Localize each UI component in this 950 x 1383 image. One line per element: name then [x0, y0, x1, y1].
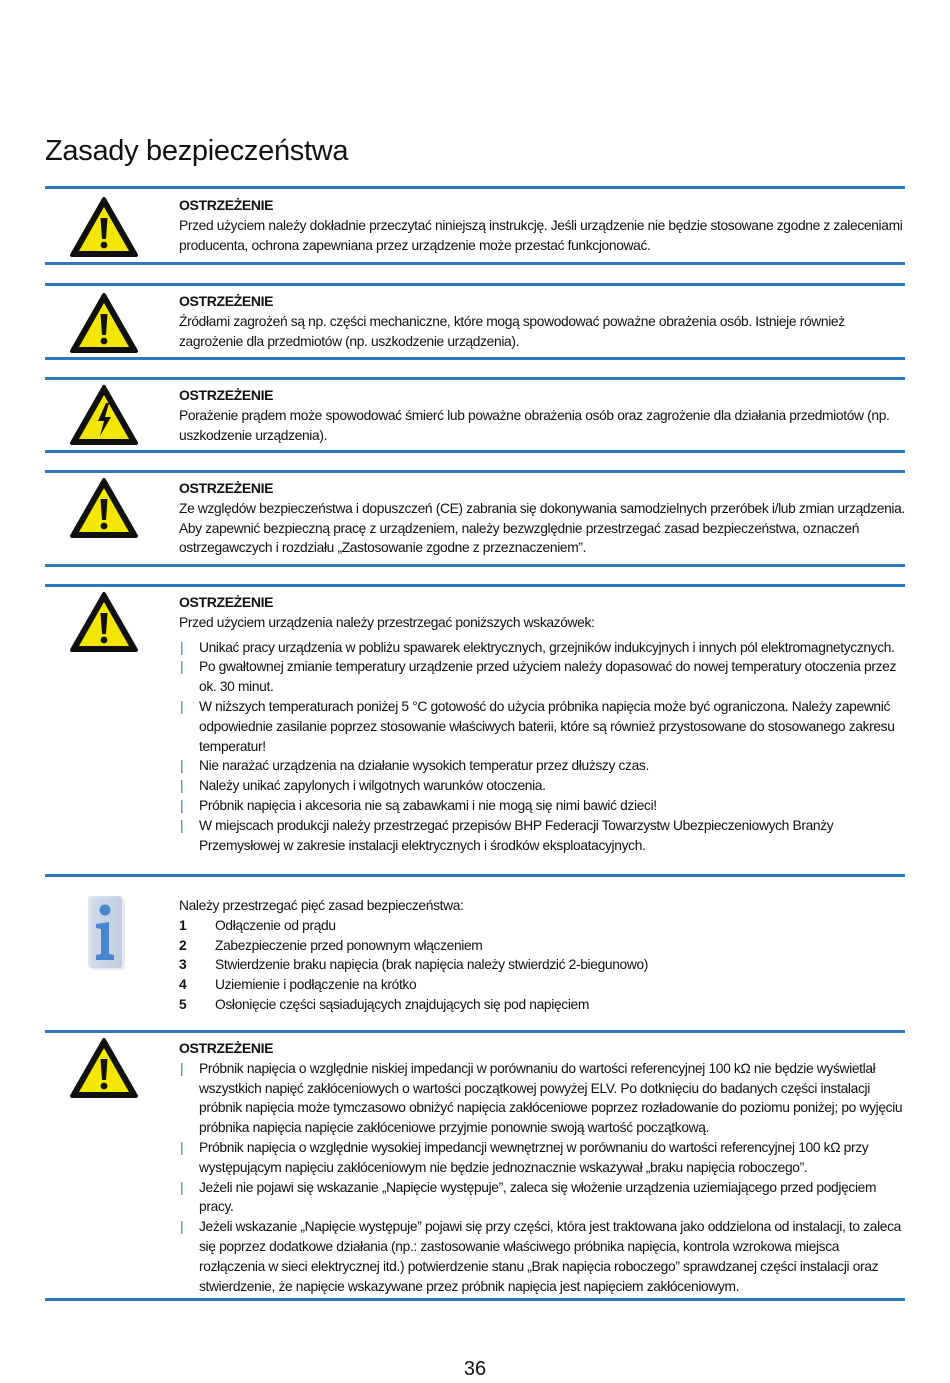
list-item-text: Po gwałtownej zmianie temperatury urządzenie przed użyciem należy dopasować do nowej temperatury otoczenia przez ok. 30 minut.: [199, 659, 897, 695]
warning-icon: [69, 477, 139, 539]
list-item: [179, 657, 905, 697]
page-number: 36: [463, 1358, 487, 1380]
list-item: [179, 1138, 905, 1178]
section-text: [179, 479, 905, 558]
bullet-mark: |: [180, 698, 184, 714]
info-section: [45, 878, 905, 1028]
info-icon: [85, 894, 125, 970]
list-item-text: Uziemienie i podłączenie na krótko: [215, 977, 417, 993]
list-item: [179, 697, 905, 756]
warning-section: [45, 286, 905, 356]
list-item-text: Odłączenie od prądu: [215, 917, 336, 933]
list-item: [179, 1059, 905, 1138]
electric-shock-warning-icon: [69, 384, 139, 446]
list-number: 3: [179, 957, 187, 973]
list-item: [179, 816, 905, 856]
list-number: 5: [179, 996, 187, 1012]
section-text: [179, 1039, 905, 1296]
list-item-text: Stwierdzenie braku napięcia (brak napięcia należy stwierdzić 2-biegunowo): [215, 957, 649, 973]
section-text: [179, 386, 905, 445]
numbered-list: [179, 916, 905, 1015]
warning-section: [45, 1033, 905, 1297]
list-item: [179, 936, 905, 956]
list-item-text: Unikać pracy urządzenia w pobliżu spawarek elektrycznych, grzejników indukcyjnych i innych pól elektromagnetycznych.: [199, 639, 895, 655]
section-text: [179, 593, 905, 855]
divider: [45, 450, 905, 453]
bullet-mark: |: [180, 1060, 184, 1076]
bullet-mark: |: [180, 639, 184, 655]
warning-heading: OSTRZEŻENIE: [179, 480, 274, 496]
warning-heading: OSTRZEŻENIE: [179, 387, 274, 403]
info-intro: Należy przestrzegać pięć zasad bezpieczeństwa:: [179, 898, 464, 913]
warning-section: [45, 190, 905, 260]
list-item: [179, 916, 905, 936]
warning-heading: OSTRZEŻENIE: [179, 197, 274, 213]
bullet-list: [179, 1059, 905, 1297]
bullet-list: [179, 638, 905, 856]
list-item-text: Jeżeli wskazanie „Napięcie występuje” pojawi się przy części, która jest traktowana jako oddzielona od instalacji, to zaleca się poprzez dodatkowe działania (np.: zastosowanie właściwego próbnika napięcia, kontrola wzrokowa miejsca rozłączenia w sieci elektrycznej itd.) potwierdzenie stanu „Brak napięcia roboczego” sprawdzanej części instalacji oraz stwierdzenie, że napięcie wskazywane przez próbnik napięcia jest napięciem zakłóceniowym.: [199, 1219, 901, 1294]
warning-heading: OSTRZEŻENIE: [179, 293, 274, 309]
list-number: 1: [179, 917, 187, 933]
list-item: [179, 638, 905, 658]
list-item: [179, 955, 905, 975]
warning-heading: OSTRZEŻENIE: [179, 594, 274, 610]
list-item-text: Próbnik napięcia i akcesoria nie są zabawkami i nie mogą się nimi bawić dzieci!: [199, 797, 657, 813]
bullet-mark: |: [180, 1139, 184, 1155]
list-item-text: Próbnik napięcia o względnie wysokiej impedancji wewnętrznej w porównaniu do wartości referencyjnej 100 kΩ przy występującym napięciu zakłóceniowym nie będzie jednoznacznie wskazywał „braku napięcia roboczego”.: [199, 1139, 869, 1175]
warning-body: Źródłami zagrożeń są np. części mechaniczne, które mogą spowodować poważne obrażenia osób. Istnieje również zagrożenie dla przedmiotów (np. uszkodzenie urządzenia).: [179, 313, 845, 349]
divider: [45, 564, 905, 567]
warning-body: Przed użyciem należy dokładnie przeczytać niniejszą instrukcję. Jeśli urządzenie nie będzie stosowane zgodne z zaleceniami producenta, ochrona zapewniana przez urządzenie może przestać funkcjonować.: [179, 217, 903, 253]
section-text: [179, 292, 905, 351]
list-item-text: Jeżeli nie pojawi się wskazanie „Napięcie występuje”, zaleca się włożenie urządzenia uziemiającego przed podjęciem pracy.: [199, 1179, 877, 1215]
warning-body: Porażenie prądem może spowodować śmierć lub poważne obrażenia osób oraz zagrożenie dla działania przedmiotów (np. uszkodzenie urządzenia).: [179, 407, 890, 443]
bullet-mark: |: [180, 778, 184, 794]
list-item: [179, 975, 905, 995]
list-item: [179, 756, 905, 776]
warning-icon: [69, 1037, 139, 1099]
list-number: 2: [179, 937, 187, 953]
list-item: [179, 995, 905, 1015]
warning-heading: OSTRZEŻENIE: [179, 1040, 274, 1056]
warning-icon: [69, 292, 139, 354]
warning-section: [45, 587, 905, 873]
bullet-mark: |: [180, 797, 184, 813]
list-item: [179, 776, 905, 796]
divider: [45, 1298, 905, 1301]
list-number: 4: [179, 977, 187, 993]
warning-section: [45, 380, 905, 448]
section-text: [179, 896, 905, 1015]
list-item: [179, 1178, 905, 1218]
divider: [45, 874, 905, 877]
list-item-text: Należy unikać zapylonych i wilgotnych warunków otoczenia.: [199, 778, 546, 794]
warning-body: Ze względów bezpieczeństwa i dopuszczeń (CE) zabrania się dokonywania samodzielnych przeróbek i/lub zmian urządzenia. Aby zapewnić bezpieczną pracę z urządzeniem, należy bezwzględnie przestrzegać zasad bezpieczeństwa, oznaczeń ostrzegawczych i rozdziału „Zastosowanie zgodne z przeznaczeniem”.: [179, 500, 905, 556]
section-text: [179, 196, 905, 255]
list-item: [179, 1217, 905, 1296]
list-item-text: Osłonięcie części sąsiadujących znajdujących się pod napięciem: [215, 996, 590, 1012]
warning-icon: [69, 196, 139, 258]
page-title: Zasady bezpieczeństwa: [45, 135, 349, 167]
bullet-mark: |: [180, 758, 184, 774]
divider: [45, 357, 905, 360]
bullet-mark: |: [180, 817, 184, 833]
list-item-text: Próbnik napięcia o względnie niskiej impedancji w porównaniu do wartości referencyjnej 100 kΩ nie będzie wyświetlał wszystkich napięć zakłóceniowych o wartości początkowej powyżej ELV. Po dotknięciu do badanych części instalacji próbnik napięcia może tymczasowo obniżyć napięcia zakłóceniowe poprzez rozładowanie do poziomu poniżej; po wyjęciu próbnika napięcia napięcie zakłóceniowe przyjmie ponownie swoją wartość początkową.: [199, 1060, 903, 1136]
divider: [45, 262, 905, 265]
divider: [45, 186, 905, 189]
bullet-mark: |: [180, 1219, 184, 1235]
warning-body: Przed użyciem urządzenia należy przestrzegać poniższych wskazówek:: [179, 614, 595, 630]
warning-section: [45, 473, 905, 563]
bullet-mark: |: [180, 1179, 184, 1195]
list-item-text: W miejscach produkcji należy przestrzegać przepisów BHP Federacji Towarzystw Ubezpieczeniowych Branży Przemysłowej w zakresie instalacji elektrycznych i środków eksploatacyjnych.: [199, 817, 834, 853]
list-item: [179, 796, 905, 816]
list-item-text: W niższych temperaturach poniżej 5 °C gotowość do użycia próbnika napięcia może być ograniczona. Należy zapewnić odpowiednie zasilanie poprzez stosowanie właściwych baterii, które są również przystosowane do stosowanego zakresu temperatur!: [199, 698, 895, 754]
warning-icon: [69, 591, 139, 653]
list-item-text: Zabezpieczenie przed ponownym włączeniem: [215, 937, 483, 953]
list-item-text: Nie narażać urządzenia na działanie wysokich temperatur przez dłuższy czas.: [199, 758, 649, 774]
bullet-mark: |: [180, 659, 184, 675]
